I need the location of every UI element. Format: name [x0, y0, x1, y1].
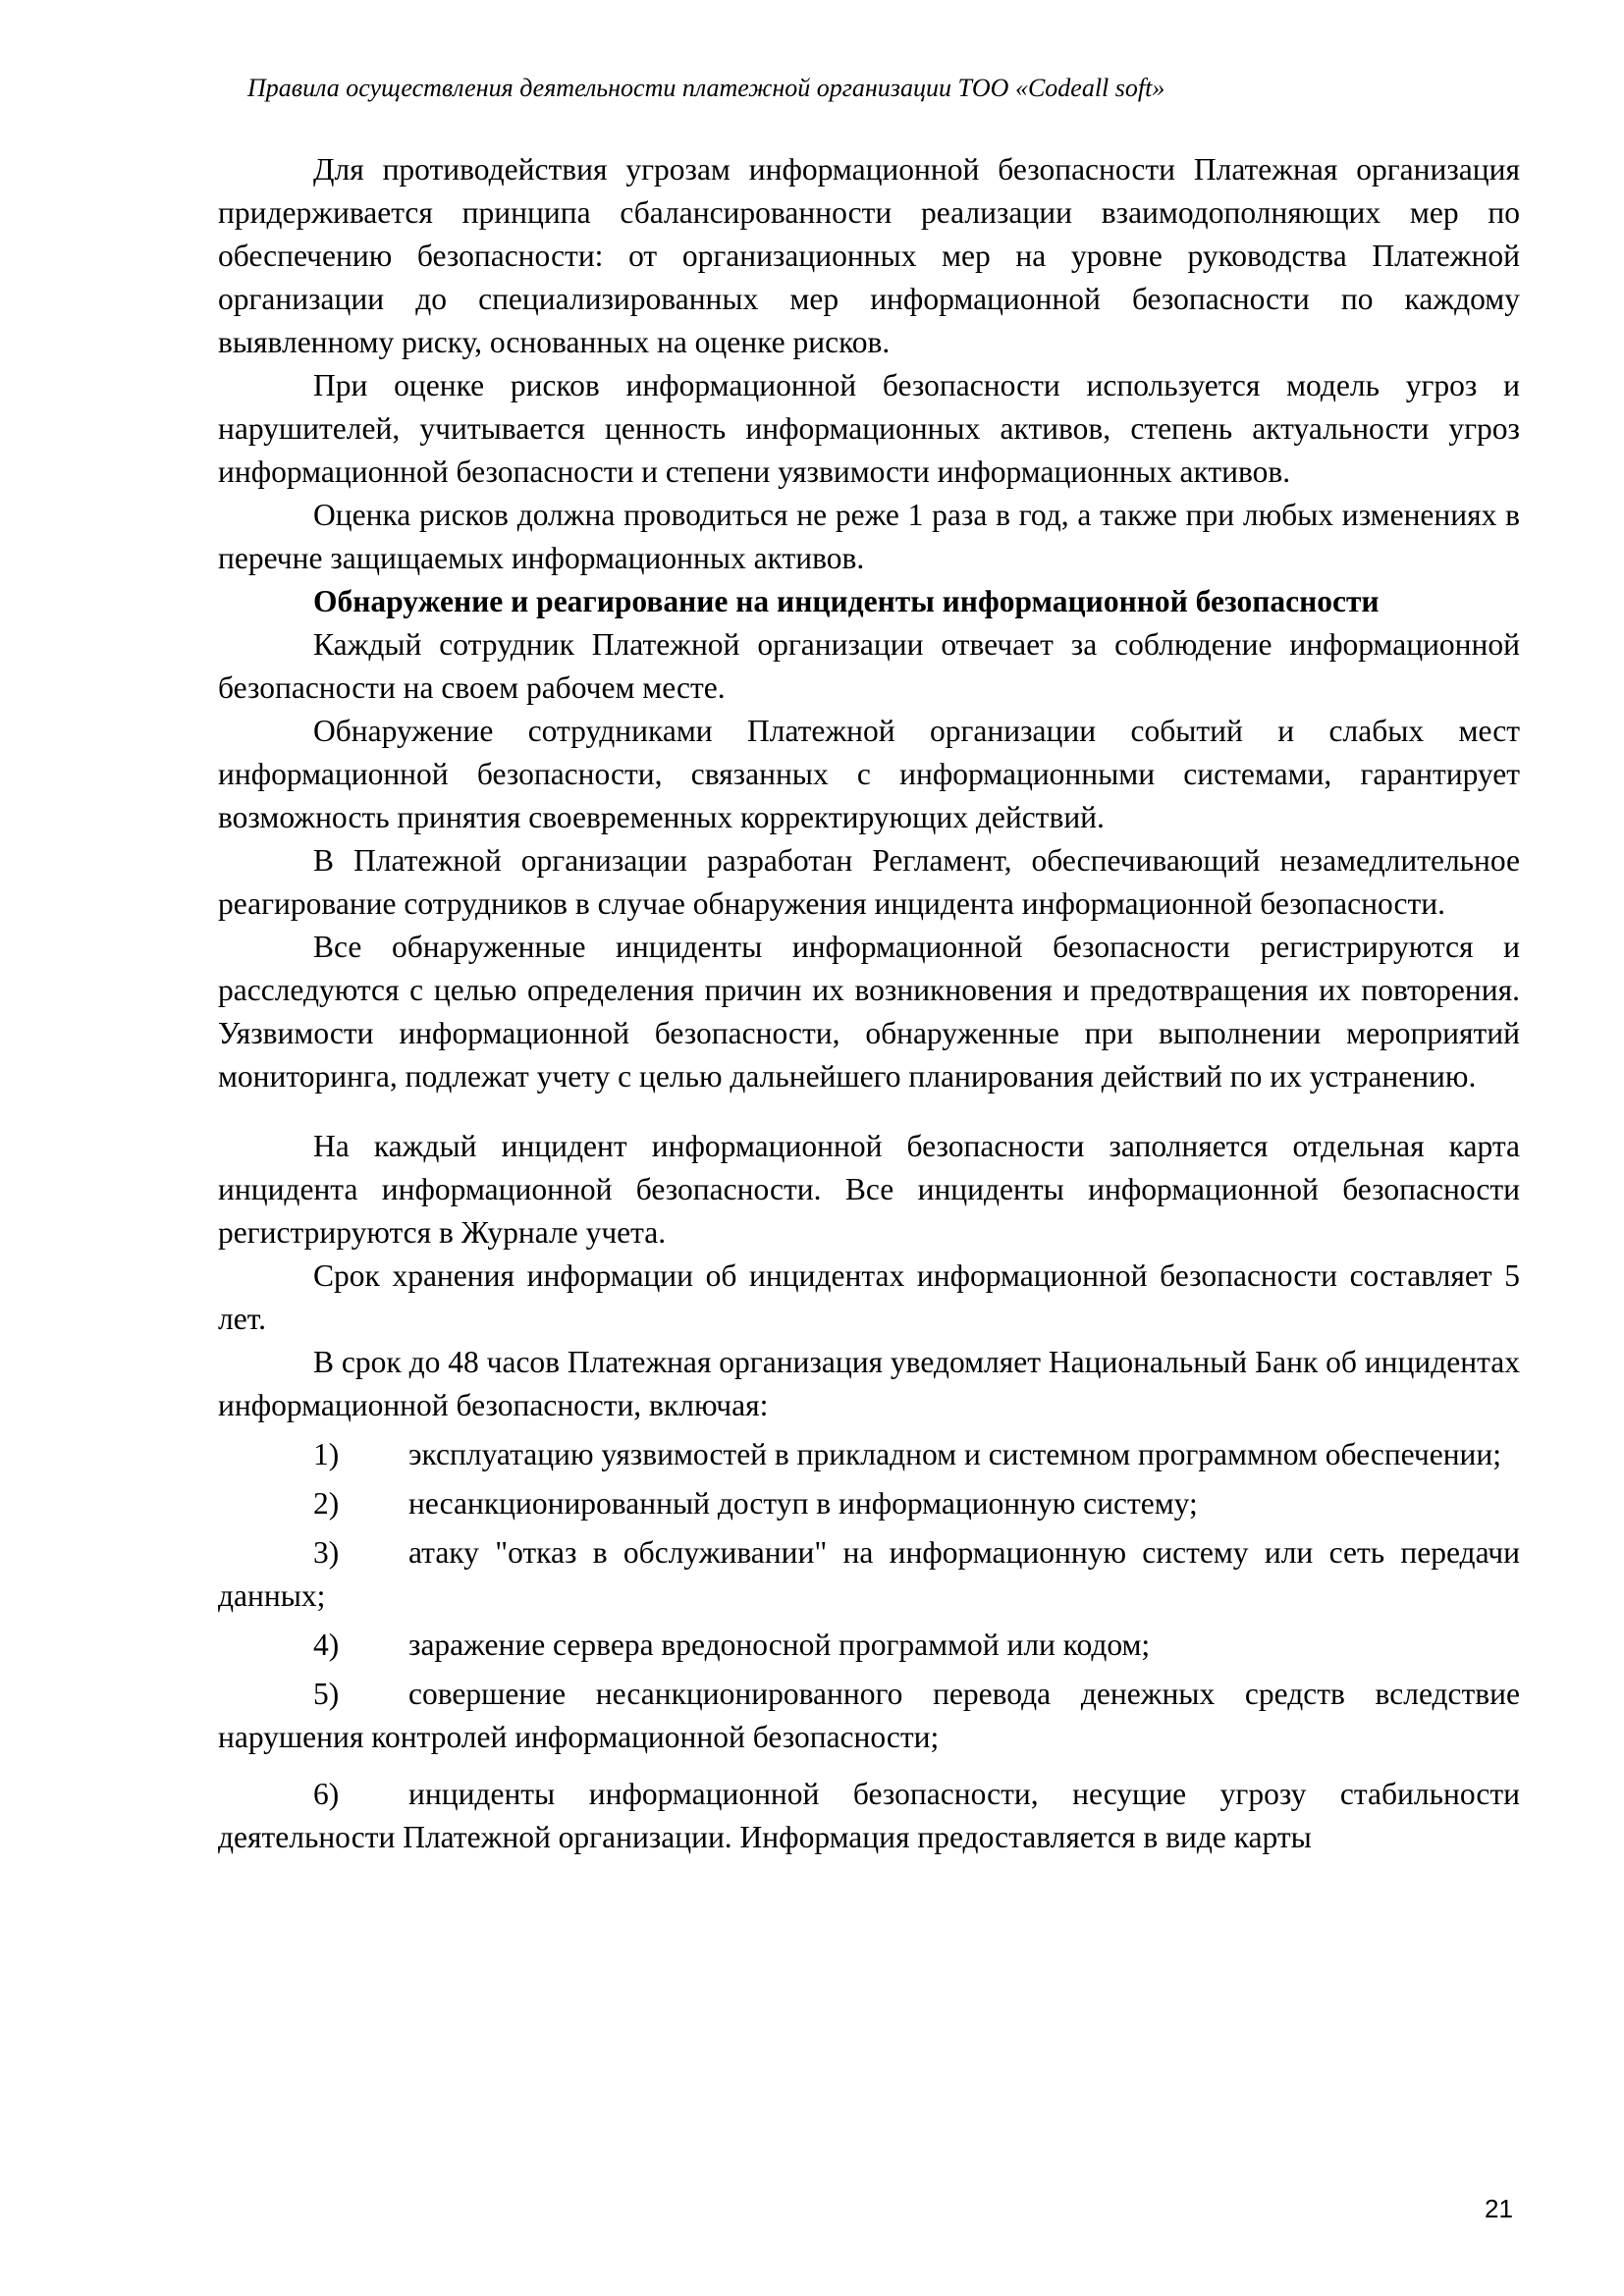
list-item-number: 3) — [313, 1535, 340, 1570]
document-body — [218, 148, 1520, 1859]
list-item — [218, 1482, 1520, 1525]
paragraph: На каждый инцидент информационной безопасности заполняется отдельная карта инцидента информационной безопасности. Все инциденты информационной безопасности регистрируются в Журнале учета. — [218, 1129, 1520, 1250]
list-item-number: 4) — [313, 1628, 340, 1662]
paragraph: При оценке рисков информационной безопасности используется модель угроз и нарушителей, учитывается ценность информационных активов, степень актуальности угроз информационной безопасности и степени уязвимости информационных активов. — [218, 368, 1520, 489]
list-item-number: 6) — [313, 1777, 340, 1811]
paragraph: Для противодействия угрозам информационной безопасности Платежная организация придерживается принципа сбалансированности реализации взаимодополняющих мер по обеспечению безопасности: от организационных мер на уровне руководства Платежной организации до специализированных мер информационной безопасности по каждому выявленному риску, основанных на оценке рисков. — [218, 152, 1520, 359]
list-item-text: инциденты информационной безопасности, несущие угрозу стабильности деятельности Платежной организации. Информация предоставляется в виде карты — [218, 1777, 1520, 1854]
paragraph: В Платежной организации разработан Регламент, обеспечивающий незамедлительное реагирование сотрудников в случае обнаружения инцидента информационной безопасности. — [218, 843, 1520, 921]
paragraph: В срок до 48 часов Платежная организация уведомляет Национальный Банк об инцидентах информационной безопасности, включая: — [218, 1345, 1520, 1422]
list-item-number: 1) — [313, 1437, 340, 1471]
list-item — [218, 1531, 1520, 1618]
list-item — [218, 1624, 1520, 1667]
list-item-number: 2) — [313, 1486, 340, 1521]
list-item-text: атаку "отказ в обслуживании" на информационную систему или сеть передачи данных; — [218, 1535, 1520, 1613]
running-header: Правила осуществления деятельности платежной организации ТОО «Codeall soft» — [247, 74, 1165, 102]
paragraph: Обнаружение сотрудниками Платежной организации событий и слабых мест информационной безопасности, связанных с информационными системами, гарантирует возможность принятия своевременных корректирующих действий. — [218, 714, 1520, 834]
paragraph: Оценка рисков должна проводиться не реже 1 раза в год, а также при любых изменениях в перечне защищаемых информационных активов. — [218, 498, 1520, 575]
page-number: 21 — [1485, 2194, 1513, 2223]
list-item-text: совершение несанкционированного перевода денежных средств вследствие нарушения контролей информационной безопасности; — [218, 1677, 1520, 1754]
paragraph: Каждый сотрудник Платежной организации отвечает за соблюдение информационной безопасности на своем рабочем месте. — [218, 627, 1520, 705]
section-heading: Обнаружение и реагирование на инциденты информационной безопасности — [313, 584, 1380, 618]
paragraph: Срок хранения информации об инцидентах информационной безопасности составляет 5 лет. — [218, 1258, 1520, 1336]
list-item — [218, 1673, 1520, 1759]
list-item-text: эксплуатацию уязвимостей в прикладном и системном программном обеспечении; — [408, 1437, 1502, 1471]
list-item — [218, 1773, 1520, 1859]
list-item — [218, 1433, 1520, 1476]
list-item-number: 5) — [313, 1677, 340, 1711]
list-item-text: несанкционированный доступ в информационную систему; — [408, 1486, 1198, 1521]
list-item-text: заражение сервера вредоносной программой или кодом; — [408, 1628, 1151, 1662]
paragraph: Все обнаруженные инциденты информационной безопасности регистрируются и расследуются с целью определения причин их возникновения и предотвращения их повторения. Уязвимости информационной безопасности, обнаруженные при выполнении мероприятий мониторинга, подлежат учету с целью дальнейшего планирования действий по их устранению. — [218, 930, 1520, 1094]
